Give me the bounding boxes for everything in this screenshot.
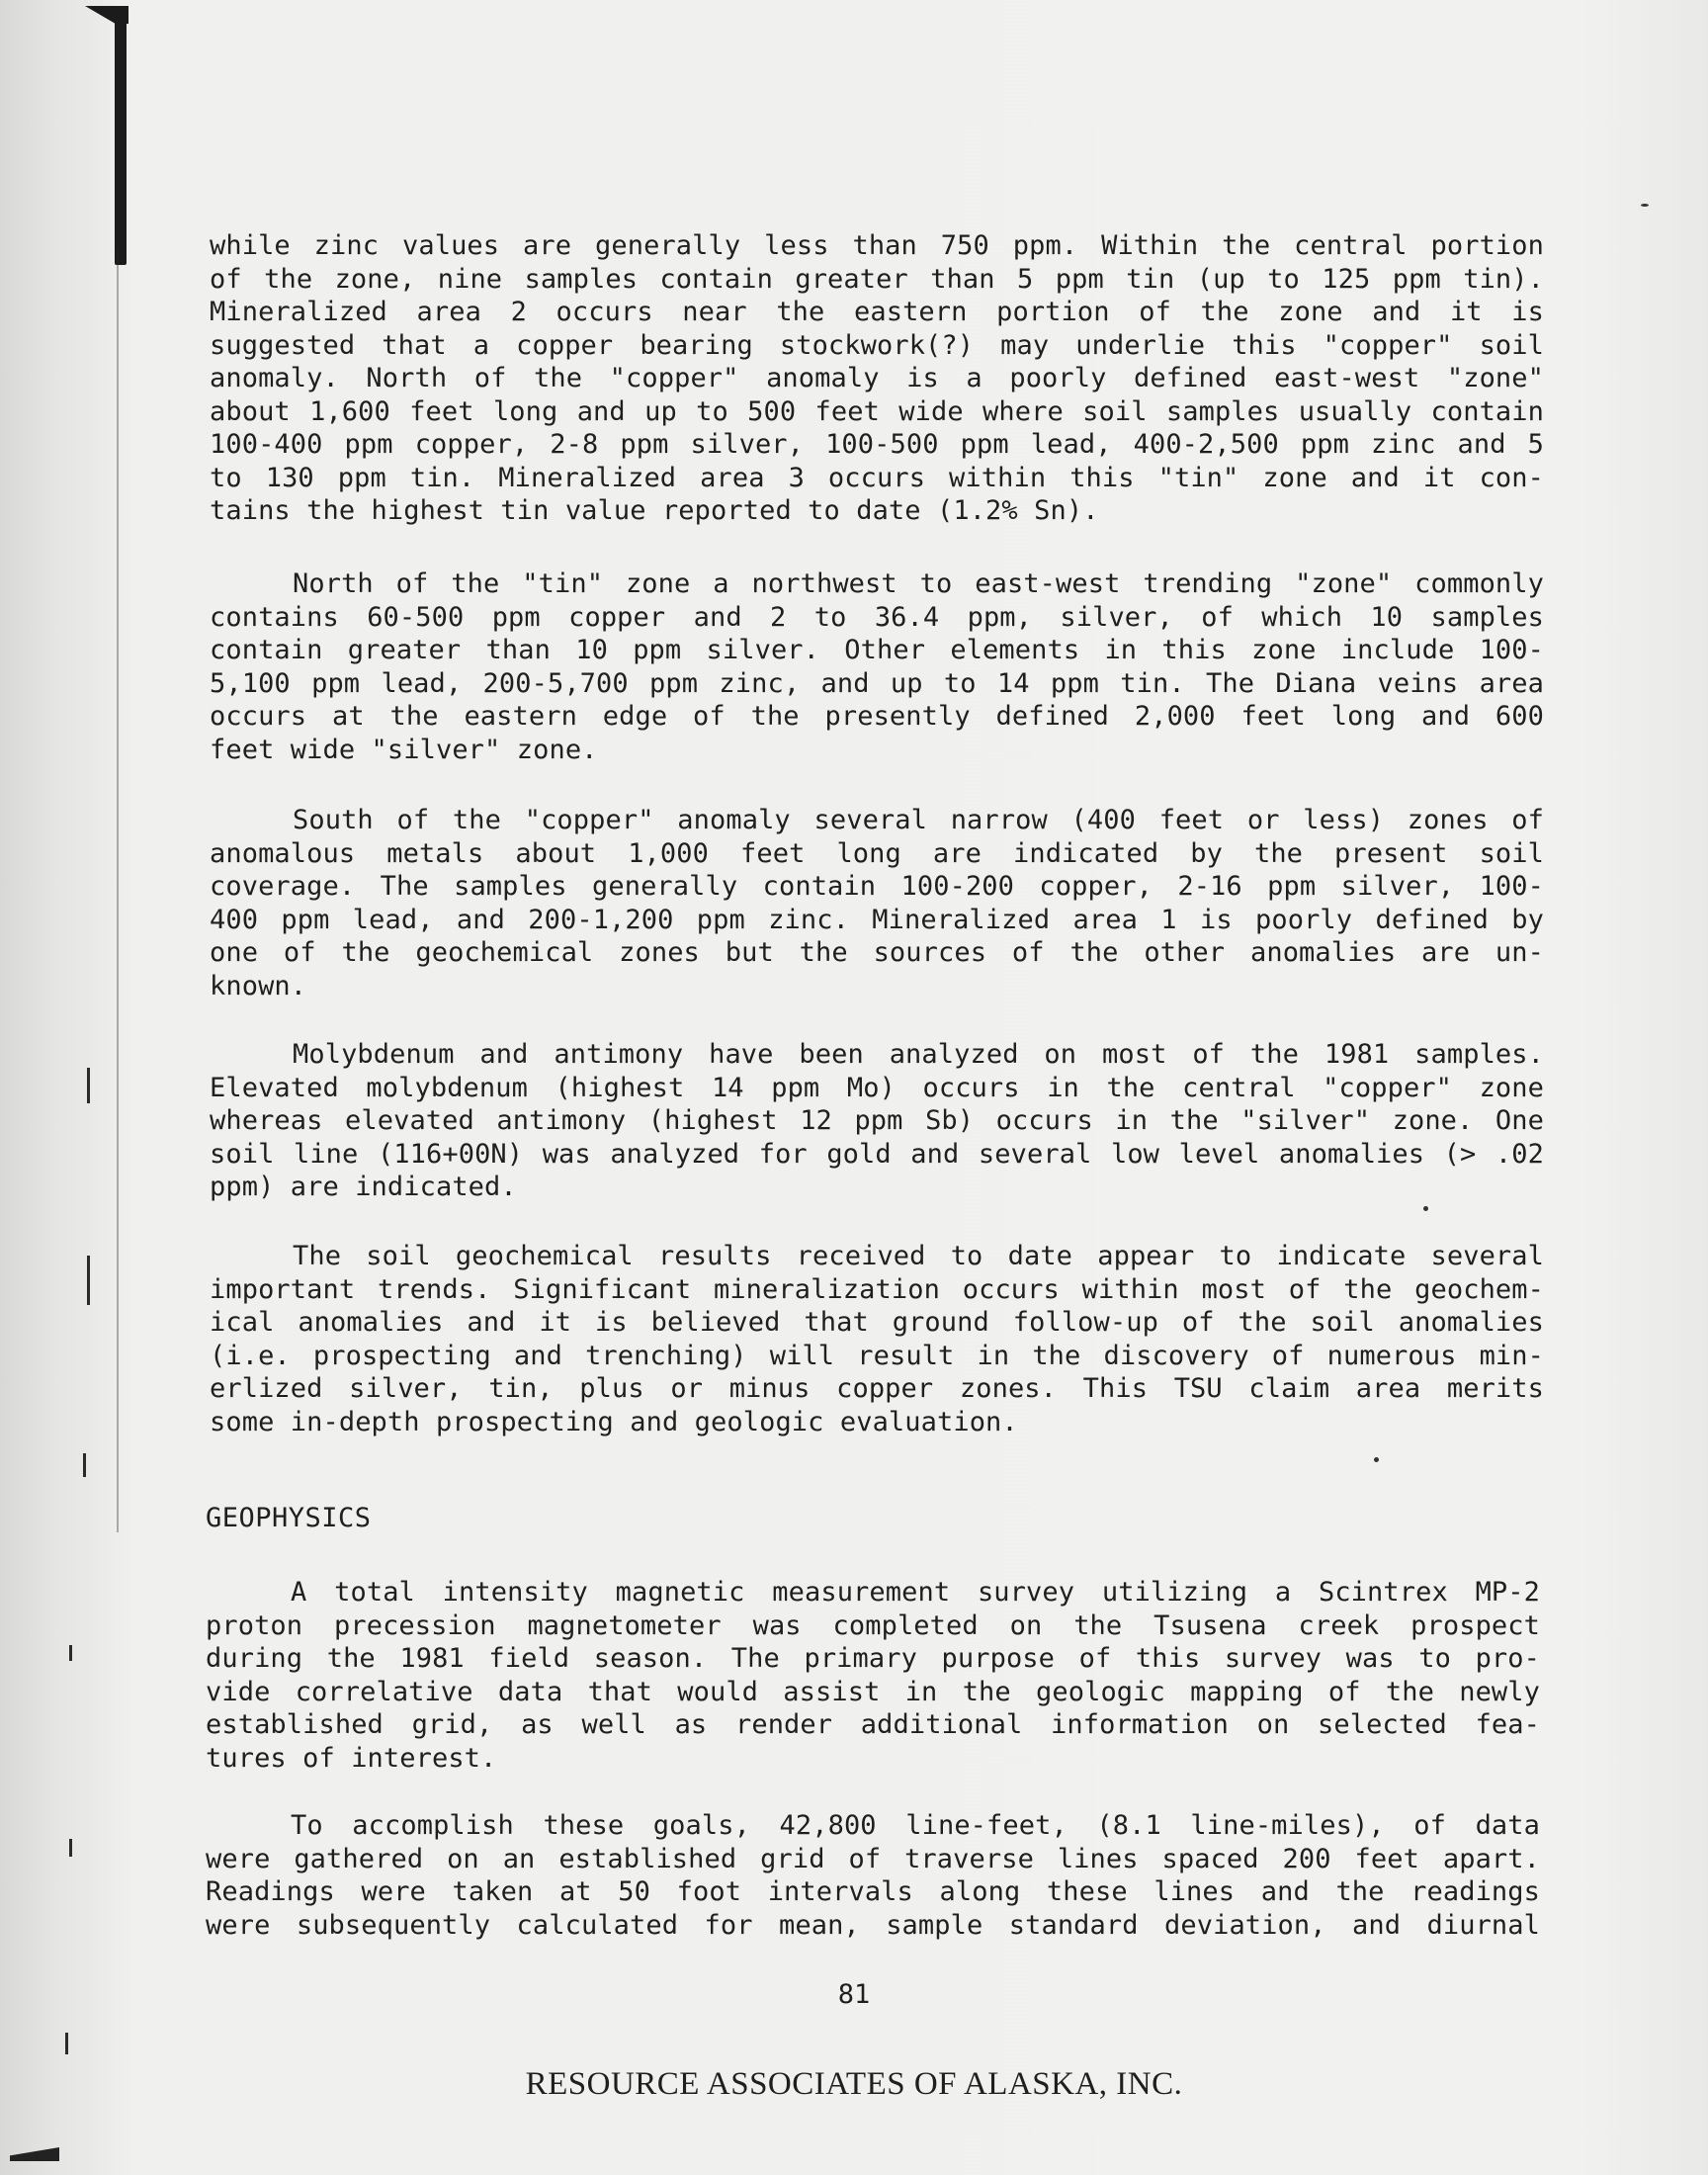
edge-mark [69,1645,72,1661]
text-line: one of the geochemical zones but the sources of the other anomalies are un- [210,937,1544,968]
text-line: Molybdenum and antimony have been analyzed on most of the 1981 samples. [293,1039,1544,1070]
text-line: proton precession magnetometer was completed on the Tsusena creek prospect [206,1610,1540,1641]
text-line: Elevated molybdenum (highest 14 ppm Mo) occurs in the central "copper" zone [210,1072,1544,1103]
geophysics-paragraph-2 [206,1809,1540,1942]
paragraph-4 [210,1038,1544,1204]
geophysics-paragraph-1 [206,1576,1540,1775]
text-line: while zinc values are generally less than 750 ppm. Within the central portion [210,230,1544,261]
speck [1641,204,1649,207]
paragraph-3 [210,804,1544,1002]
speck [1423,1206,1428,1211]
binding-shadow [0,0,119,2175]
text-line: contains 60-500 ppm copper and 2 to 36.4 ppm, silver, of which 10 samples [210,601,1544,633]
paragraph-2 [210,567,1544,766]
text-line: of the zone, nine samples contain greater than 5 ppm tin (up to 125 ppm tin). [210,263,1544,295]
text-line: North of the "tin" zone a northwest to east-west trending "zone" commonly [293,568,1544,599]
edge-mark [87,1068,90,1103]
text-line: Mineralized area 2 occurs near the eastern portion of the zone and it is [210,297,1544,327]
text-line: important trends. Significant mineralization occurs within most of the geochem- [210,1273,1544,1305]
text-line: (i.e. prospecting and trenching) will result in the discovery of numerous min- [210,1340,1544,1371]
edge-mark [69,1839,72,1857]
page-edge-line [117,247,119,1532]
text-line: tures of interest. [206,1742,497,1774]
text-line: to 130 ppm tin. Mineralized area 3 occurs within this "tin" zone and it con- [210,462,1544,493]
text-line: vide correlative data that would assist in the geologic mapping of the newly [206,1676,1540,1707]
paragraph-1 [210,229,1544,528]
text-line: 100-400 ppm copper, 2-8 ppm silver, 100-500 ppm lead, 400-2,500 ppm zinc and 5 [210,429,1544,460]
text-line: whereas elevated antimony (highest 12 ppm Sb) occurs in the "silver" zone. One [210,1105,1544,1136]
text-line: were subsequently calculated for mean, sample standard deviation, and diurnal [206,1909,1540,1941]
text-line: contain greater than 10 ppm silver. Other elements in this zone include 100- [210,635,1544,665]
text-line: tains the highest tin value reported to date (1.2% Sn). [210,495,1099,526]
binding-bar [115,8,127,265]
text-line: occurs at the eastern edge of the presently defined 2,000 feet long and 600 [210,701,1544,732]
text-line: some in-depth prospecting and geologic evaluation. [210,1406,1018,1437]
edge-mark [83,1453,86,1477]
text-line: during the 1981 field season. The primary purpose of this survey was to pro- [206,1643,1540,1674]
text-line: To accomplish these goals, 42,800 line-feet, (8.1 line-miles), of data [291,1810,1540,1841]
speck [1374,1457,1379,1462]
text-line: anomaly. North of the "copper" anomaly is a poorly defined east-west "zone" [210,363,1544,393]
text-line: feet wide "silver" zone. [210,734,598,765]
text-line: about 1,600 feet long and up to 500 feet wide where soil samples usually contain [210,395,1544,427]
text-line: known. [210,970,307,1001]
text-line: coverage. The samples generally contain 100-200 copper, 2-16 ppm silver, 100- [210,871,1544,902]
text-line: 400 ppm lead, and 200-1,200 ppm zinc. Mineralized area 1 is poorly defined by [210,904,1544,935]
text-line: ical anomalies and it is believed that ground follow-up of the soil anomalies [210,1307,1544,1338]
footer-company-name: RESOURCE ASSOCIATES OF ALASKA, INC. [525,2066,1183,2102]
edge-mark [87,1256,90,1305]
page-number: 81 [837,1979,871,2010]
text-line: established grid, as well as render additional information on selected fea- [206,1709,1540,1740]
text-line: were gathered on an established grid of traverse lines spaced 200 feet apart. [206,1843,1540,1874]
paragraph-5 [210,1240,1544,1438]
section-heading: GEOPHYSICS [206,1503,372,1533]
edge-mark [65,2033,68,2054]
text-line: erlized silver, tin, plus or minus copper zones. This TSU claim area merits [210,1373,1544,1404]
text-line: 5,100 ppm lead, 200-5,700 ppm zinc, and up to 14 ppm tin. The Diana veins area [210,667,1544,699]
text-line: suggested that a copper bearing stockwork(?) may underlie this "copper" soil [210,329,1544,361]
text-line: Readings were taken at 50 foot intervals along these lines and the readings [206,1876,1540,1907]
text-line: ppm) are indicated. [210,1172,517,1202]
text-line: A total intensity magnetic measurement survey utilizing a Scintrex MP-2 [291,1577,1540,1608]
text-line: South of the "copper" anomaly several narrow (400 feet or less) zones of [293,805,1544,835]
text-line: anomalous metals about 1,000 feet long are indicated by the present soil [210,837,1544,869]
text-line: The soil geochemical results received to date appear to indicate several [293,1241,1544,1271]
text-line: soil line (116+00N) was analyzed for gold and several low level anomalies (> .02 [210,1138,1544,1170]
